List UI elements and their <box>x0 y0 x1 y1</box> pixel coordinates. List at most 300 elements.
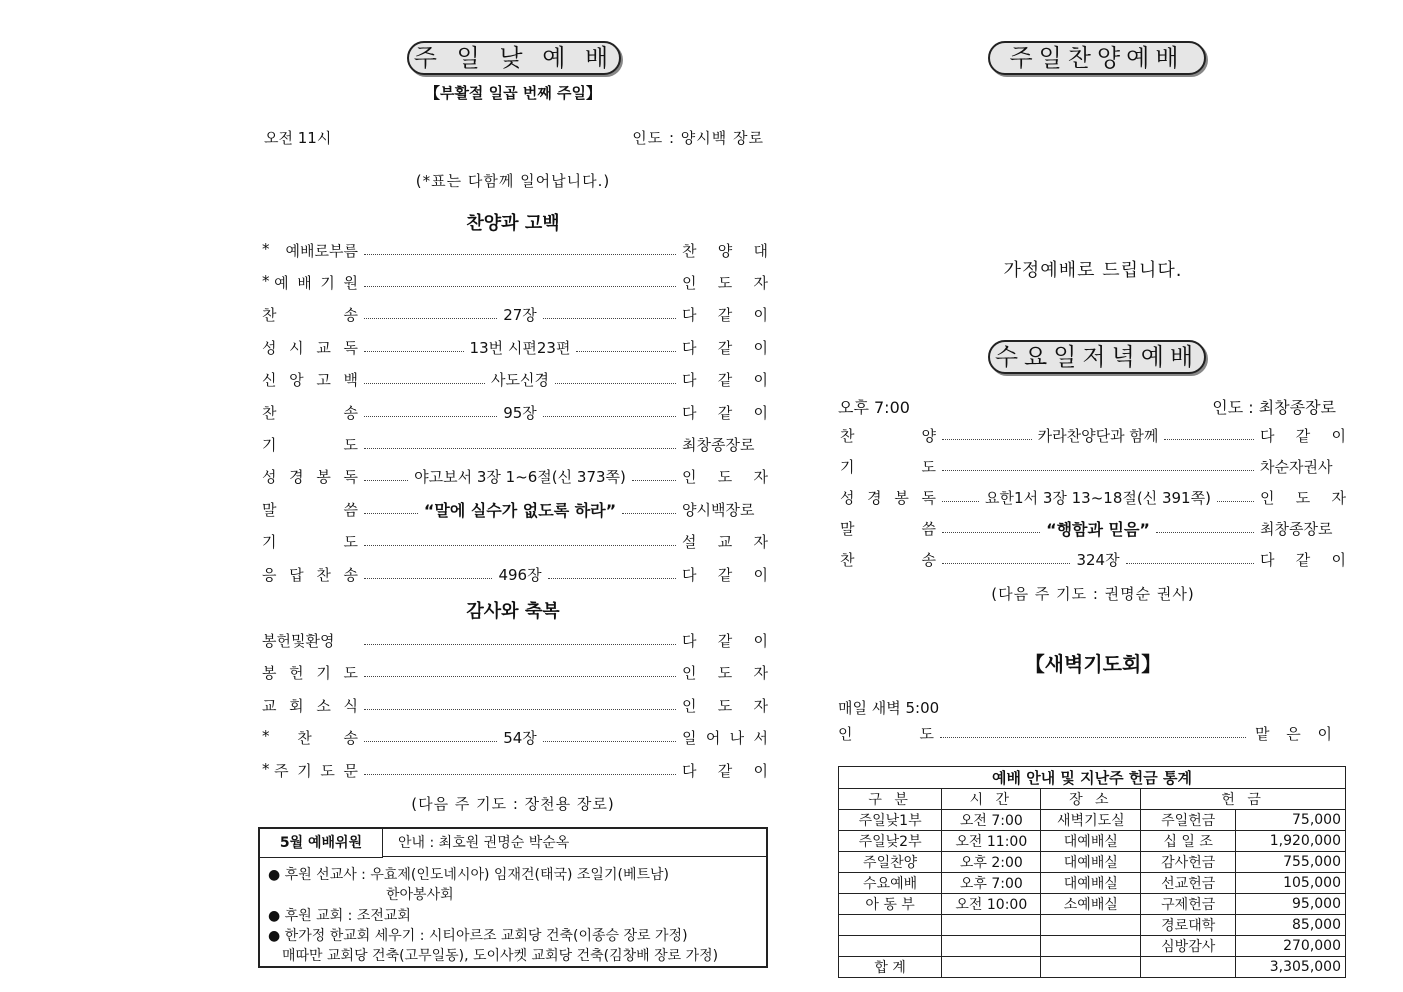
order-item <box>262 239 768 261</box>
order-item <box>262 369 768 391</box>
row-responsible <box>682 662 768 683</box>
row-responsible-char: 나 <box>729 729 745 747</box>
row-responsible-char: 양 <box>717 241 733 260</box>
row-label-char: 찬 <box>262 403 277 422</box>
dawn-leader-row <box>838 722 1338 744</box>
row-label <box>262 369 358 390</box>
row-label <box>840 456 936 477</box>
row-responsible-char: 다 <box>1260 426 1275 445</box>
row-label <box>262 727 358 748</box>
row-label-char: 원 <box>343 273 358 292</box>
order-item <box>262 531 768 553</box>
order-item <box>262 336 768 358</box>
row-responsible-char: 같 <box>717 631 733 650</box>
row-label-char: 주 <box>274 761 289 780</box>
row-label-char: 백 <box>343 371 358 390</box>
stats-cell: 오전 11:00 <box>942 831 1041 852</box>
row-responsible-char: 자 <box>753 468 769 487</box>
row-label-char: 예 <box>274 273 289 292</box>
row-responsible-char: 다 <box>682 631 697 650</box>
dotted-leader <box>364 644 676 645</box>
row-label-char: 찬 <box>316 565 331 584</box>
row-content: 야고보서 3장 1~6절(신 373쪽) <box>414 468 626 487</box>
row-content: 496장 <box>498 565 542 584</box>
row-label <box>262 272 358 293</box>
row-label-char: 양 <box>921 426 936 445</box>
row-responsible-char: 같 <box>717 403 733 422</box>
row-label-char: 성 <box>262 338 277 357</box>
stats-cell: 대예배실 <box>1041 852 1141 873</box>
row-label <box>262 760 358 781</box>
row-label <box>840 425 936 446</box>
row-label-char: 회 <box>289 696 304 715</box>
dotted-leader <box>1164 439 1254 440</box>
worship-committee-box <box>258 827 768 968</box>
row-label <box>262 564 358 585</box>
row-label-char: 성 <box>840 488 855 507</box>
service-leader: 인도 : 양시백 장로 <box>632 129 764 147</box>
row-responsible: 맡 은 이 <box>1254 724 1338 743</box>
stats-row <box>839 831 1346 852</box>
dotted-leader <box>576 351 676 352</box>
dotted-leader <box>942 439 1032 440</box>
row-label-char: 경 <box>867 488 882 507</box>
dotted-leader <box>364 448 676 449</box>
row-responsible-char: 이 <box>1331 426 1347 445</box>
stats-cell: 구제헌금 <box>1141 894 1236 915</box>
home-worship-note: 가정예배로 드립니다. <box>1003 260 1183 281</box>
dotted-leader <box>364 351 464 352</box>
row-label <box>262 304 358 325</box>
row-responsible-char: 자 <box>753 664 768 682</box>
row-label-char: 응 <box>262 565 277 584</box>
row-responsible-char: 도 <box>1295 488 1311 507</box>
row-label-char: 찬 <box>840 551 855 570</box>
standing-note: (*표는 다함께 일어납니다.) <box>415 172 611 190</box>
row-label <box>262 466 358 487</box>
row-label-char: 독 <box>343 468 358 487</box>
row-responsible-char: 다 <box>682 403 697 422</box>
standing-mark: * <box>262 759 270 778</box>
church-building-line: ● 한가정 한교회 세우기 : 시티아르조 교회당 건축(이종승 장로 가정) <box>268 928 688 944</box>
row-label-char: 소 <box>316 696 331 715</box>
row-label-char: 헌 <box>289 664 304 682</box>
order-item <box>840 518 1346 540</box>
order-item <box>262 498 768 520</box>
stats-amount-cell: 105,000 <box>1236 873 1346 894</box>
order-item <box>840 424 1346 446</box>
row-responsible-text: 최창종장로 <box>682 435 755 454</box>
row-responsible <box>682 369 768 390</box>
row-responsible <box>682 695 768 716</box>
dawn-time: 매일 새벽 5:00 <box>838 699 940 717</box>
row-responsible-char: 인 <box>682 468 697 487</box>
dotted-leader <box>942 501 979 502</box>
row-label-char: 기 <box>320 273 335 292</box>
stats-row <box>839 873 1346 894</box>
stats-row <box>839 810 1346 831</box>
row-responsible <box>682 760 768 781</box>
dotted-leader <box>364 513 418 514</box>
order-item <box>262 433 768 455</box>
stats-cell: 새벽기도실 <box>1041 810 1141 831</box>
dotted-leader <box>364 383 485 384</box>
row-responsible-char: 다 <box>682 306 697 325</box>
section-thanks-blessing: 감사와 축복 <box>466 601 560 622</box>
row-label-char: 기 <box>840 457 855 476</box>
dotted-leader <box>364 709 676 710</box>
row-label <box>262 240 358 261</box>
row-content: 54장 <box>503 729 537 747</box>
row-label <box>262 695 358 716</box>
stats-cell <box>1141 957 1236 978</box>
stats-header-cell: 장 소 <box>1041 789 1141 810</box>
order-item <box>262 759 768 781</box>
stats-cell <box>1041 957 1141 978</box>
row-responsible <box>682 466 768 487</box>
row-label-char: 도 <box>919 724 934 743</box>
stats-cell: 오전 10:00 <box>942 894 1041 915</box>
row-responsible-char: 이 <box>753 565 768 584</box>
order-item <box>262 304 768 326</box>
row-label-char: 말 <box>840 520 855 539</box>
row-responsible-char: 자 <box>753 696 768 715</box>
row-responsible-char: 자 <box>753 533 768 552</box>
row-label-char: 예배로부름 <box>285 241 358 260</box>
row-label <box>262 630 358 651</box>
row-responsible-char: 같 <box>717 306 733 325</box>
stats-cell: 주일낮1부 <box>839 810 942 831</box>
row-responsible <box>1260 456 1346 477</box>
row-label <box>840 549 936 570</box>
order-item <box>262 271 768 293</box>
dotted-leader <box>1126 563 1254 564</box>
row-responsible-char: 도 <box>717 468 733 487</box>
dotted-leader <box>622 513 676 514</box>
dotted-leader <box>942 563 1070 564</box>
row-label-char: 독 <box>921 488 936 507</box>
offering-stats-table <box>838 766 1346 978</box>
row-label-char: 답 <box>289 565 304 584</box>
row-responsible <box>682 727 768 748</box>
dotted-leader <box>364 254 676 255</box>
row-label-char: 찬 <box>840 426 855 445</box>
row-label-char: 도 <box>343 664 358 682</box>
row-label-char: 송 <box>921 551 936 570</box>
wednesday-time: 오후 7:00 <box>838 398 910 417</box>
stats-cell: 주일낮2부 <box>839 831 942 852</box>
row-label-char: 씀 <box>343 500 358 519</box>
stats-cell <box>1041 915 1141 936</box>
row-label-char: 송 <box>343 403 358 422</box>
stats-cell <box>839 936 942 957</box>
stats-cell: 오후 7:00 <box>942 873 1041 894</box>
committee-header: 5월 예배위원 <box>260 829 383 858</box>
stats-cell: 감사헌금 <box>1141 852 1236 873</box>
stats-amount-cell: 1,920,000 <box>1236 831 1346 852</box>
row-responsible <box>682 402 768 423</box>
dotted-leader <box>364 286 676 287</box>
dotted-leader <box>364 545 676 546</box>
row-label <box>840 518 936 539</box>
row-responsible-char: 다 <box>682 761 697 780</box>
row-label-char: 인 <box>838 724 853 743</box>
sunday-subtitle: 【부활절 일곱 번째 주일】 <box>424 84 602 102</box>
row-responsible <box>682 434 768 455</box>
dotted-leader <box>364 578 492 579</box>
stats-amount-cell: 95,000 <box>1236 894 1346 915</box>
dotted-leader <box>548 578 676 579</box>
row-responsible-char: 어 <box>705 729 721 747</box>
next-prayer: (다음 주 기도 : 장천용 장로) <box>411 795 615 813</box>
row-responsible-char: 대 <box>753 241 768 260</box>
wednesday-next-prayer: (다음 주 기도 : 권명순 권사) <box>991 585 1195 603</box>
row-content: 27장 <box>503 306 537 325</box>
row-responsible-char: 같 <box>1295 551 1311 570</box>
stats-cell: 주일찬양 <box>839 852 942 873</box>
missionary-line-2: 한아봉사회 <box>386 887 454 903</box>
row-label-char: 기 <box>316 664 331 682</box>
service-time: 오전 11시 <box>264 129 332 147</box>
sunday-service-title: 주 일 낮 예 배 <box>407 41 621 75</box>
stats-header-cell: 헌 금 <box>1141 789 1346 810</box>
row-label-char: 배 <box>297 273 312 292</box>
stats-row <box>839 957 1346 978</box>
row-responsible-char: 이 <box>753 306 769 325</box>
row-responsible-char: 인 <box>682 696 697 715</box>
row-responsible <box>682 272 768 293</box>
row-label-char: 교 <box>262 696 277 715</box>
row-responsible-char: 이 <box>753 338 768 357</box>
dotted-leader <box>364 676 676 677</box>
stats-cell <box>942 915 1041 936</box>
row-label-char: 시 <box>289 338 304 357</box>
row-responsible-char: 찬 <box>682 241 697 260</box>
wednesday-leader: 인도 : 최창종장로 <box>1212 398 1336 417</box>
row-responsible-char: 다 <box>682 565 697 584</box>
dotted-leader <box>364 741 497 742</box>
order-item <box>262 694 768 716</box>
row-label-char: 성 <box>262 468 277 487</box>
row-label-char: 기 <box>262 435 277 454</box>
stats-cell: 아 동 부 <box>839 894 942 915</box>
dotted-leader <box>942 470 1254 471</box>
order-item <box>262 727 768 749</box>
row-responsible <box>1260 518 1346 539</box>
sunday-praise-title: 주일찬양예배 <box>988 41 1206 75</box>
row-responsible-char: 일 <box>682 729 697 747</box>
stats-cell: 심방감사 <box>1141 936 1236 957</box>
row-label-char: 봉헌및환영 <box>262 631 335 650</box>
dotted-leader <box>364 416 497 417</box>
row-label-char: 기 <box>262 533 277 552</box>
row-responsible-char: 이 <box>753 631 768 650</box>
row-label-char: 씀 <box>921 520 936 539</box>
row-label-char: 앙 <box>289 371 304 390</box>
row-content: 요한1서 3장 13~18절(신 391쪽) <box>985 488 1211 507</box>
stats-cell: 대예배실 <box>1041 831 1141 852</box>
dotted-leader <box>942 532 1040 533</box>
wednesday-service-title: 수요일저녁예배 <box>988 340 1206 374</box>
row-responsible-char: 다 <box>682 371 697 390</box>
row-label-char: 경 <box>289 468 304 487</box>
dotted-leader <box>555 383 676 384</box>
row-label-char: 신 <box>262 371 277 390</box>
row-label-char: 찬 <box>262 306 277 325</box>
dotted-leader <box>543 318 676 319</box>
row-content: 13번 시편23편 <box>469 338 571 357</box>
stats-row <box>839 915 1346 936</box>
row-label-char: 식 <box>343 696 358 715</box>
stats-cell: 십 일 조 <box>1141 831 1236 852</box>
supported-church-line: ● 후원 교회 : 조전교회 <box>268 908 411 924</box>
row-responsible-char: 인 <box>682 273 697 292</box>
stats-header-cell: 시 간 <box>942 789 1041 810</box>
row-responsible-char: 자 <box>753 273 768 292</box>
row-responsible <box>682 337 768 358</box>
dotted-leader <box>632 480 676 481</box>
stats-cell: 오전 7:00 <box>942 810 1041 831</box>
row-label <box>262 402 358 423</box>
order-item <box>262 401 768 423</box>
row-responsible-char: 같 <box>717 565 733 584</box>
dotted-leader <box>364 480 408 481</box>
row-responsible-char: 같 <box>717 338 733 357</box>
row-responsible-char: 이 <box>753 371 768 390</box>
standing-mark: * <box>262 727 270 745</box>
row-content: 95장 <box>503 403 537 422</box>
row-responsible-text: 양시백장로 <box>682 500 755 519</box>
dotted-leader <box>1156 532 1254 533</box>
stats-cell <box>942 957 1041 978</box>
row-content: “행함과 믿음” <box>1046 520 1150 540</box>
stats-cell: 경로대학 <box>1141 915 1236 936</box>
row-responsible <box>1260 487 1346 508</box>
row-content: 카라찬양단과 함께 <box>1037 426 1159 445</box>
stats-header-cell: 구 분 <box>839 789 942 810</box>
row-label-char: 봉 <box>316 468 331 487</box>
row-responsible <box>1260 425 1346 446</box>
church-building-line-2: 매따만 교회당 건축(고무일동), 도이사켓 교회당 건축(김창배 장로 가정) <box>282 948 719 964</box>
row-label-char: 송 <box>343 565 358 584</box>
row-label-char: 고 <box>316 371 331 390</box>
row-responsible-char: 다 <box>682 338 697 357</box>
standing-mark: * <box>262 239 270 258</box>
order-item <box>262 662 768 684</box>
row-responsible-char: 같 <box>717 761 733 780</box>
dotted-leader <box>364 774 676 775</box>
row-responsible <box>682 564 768 585</box>
row-label-char: 도 <box>343 435 358 454</box>
row-responsible-text: 최창종장로 <box>1260 520 1333 539</box>
stats-amount-cell: 75,000 <box>1236 810 1346 831</box>
stats-amount-cell: 3,305,000 <box>1236 957 1346 978</box>
order-item <box>840 486 1346 508</box>
row-label-char: 봉 <box>262 664 277 682</box>
dotted-leader <box>364 318 497 319</box>
row-responsible <box>682 499 768 520</box>
row-responsible-char: 다 <box>1260 551 1275 570</box>
stats-cell: 선교헌금 <box>1141 873 1236 894</box>
stats-title: 예배 안내 및 지난주 헌금 통계 <box>839 767 1346 789</box>
row-responsible-text: 차순자권사 <box>1260 457 1333 476</box>
stats-cell: 소예배실 <box>1041 894 1141 915</box>
row-responsible-char: 같 <box>1295 426 1311 445</box>
row-label-char: 도 <box>343 533 358 552</box>
stats-cell: 수요예배 <box>839 873 942 894</box>
row-content: 324장 <box>1076 551 1120 570</box>
row-responsible-char: 이 <box>753 403 769 422</box>
usher-list: 안내 : 최호원 권명순 박순옥 <box>382 829 766 857</box>
order-item <box>840 455 1346 477</box>
stats-amount-cell: 85,000 <box>1236 915 1346 936</box>
row-content: 사도신경 <box>491 371 549 390</box>
row-label-char: 송 <box>343 729 358 747</box>
stats-cell <box>839 915 942 936</box>
dotted-leader <box>543 741 676 742</box>
row-responsible-char: 서 <box>753 729 768 747</box>
row-label-char: 도 <box>921 457 936 476</box>
order-item <box>262 466 768 488</box>
row-label-char: 기 <box>297 761 312 780</box>
order-item <box>840 549 1346 571</box>
stats-cell: 대예배실 <box>1041 873 1141 894</box>
stats-cell: 합 계 <box>839 957 942 978</box>
row-label-char: 도 <box>320 761 335 780</box>
row-label-char: 독 <box>343 338 358 357</box>
missionary-line: ● 후원 선교사 : 우효제(인도네시아) 임재건(태국) 조일기(베트남) <box>268 867 669 883</box>
dotted-leader <box>543 416 676 417</box>
row-responsible-char: 도 <box>717 696 733 715</box>
stats-row <box>839 894 1346 915</box>
row-responsible <box>682 531 768 552</box>
row-responsible-char: 설 <box>682 533 697 552</box>
row-label-char: 찬 <box>297 729 312 747</box>
stats-cell <box>942 936 1041 957</box>
row-label <box>840 487 936 508</box>
row-label <box>262 434 358 455</box>
section-praise-confession: 찬양과 고백 <box>466 213 560 234</box>
row-responsible-char: 도 <box>717 273 733 292</box>
standing-mark: * <box>262 271 270 290</box>
stats-cell: 주일헌금 <box>1141 810 1236 831</box>
row-responsible <box>1260 549 1346 570</box>
row-responsible-char: 같 <box>717 371 733 390</box>
dotted-leader <box>940 737 1246 738</box>
row-responsible <box>682 630 768 651</box>
row-responsible-char: 이 <box>753 761 768 780</box>
stats-cell: 오후 2:00 <box>942 852 1041 873</box>
row-label-char: 교 <box>316 338 331 357</box>
row-responsible <box>682 240 768 261</box>
row-responsible-char: 자 <box>1331 488 1346 507</box>
stats-row <box>839 936 1346 957</box>
row-label <box>262 499 358 520</box>
row-responsible-char: 인 <box>1260 488 1275 507</box>
row-label <box>262 662 358 683</box>
order-item <box>262 563 768 585</box>
row-responsible <box>682 304 768 325</box>
row-responsible-char: 인 <box>682 664 697 682</box>
row-responsible-char: 이 <box>1331 551 1346 570</box>
row-responsible-char: 교 <box>717 533 733 552</box>
stats-cell <box>1041 936 1141 957</box>
row-label-char: 문 <box>343 761 358 780</box>
row-label-char: 송 <box>343 306 358 325</box>
dawn-prayer-title: 【새벽기도회】 <box>1024 652 1162 676</box>
stats-row <box>839 852 1346 873</box>
row-responsible-char: 도 <box>717 664 733 682</box>
